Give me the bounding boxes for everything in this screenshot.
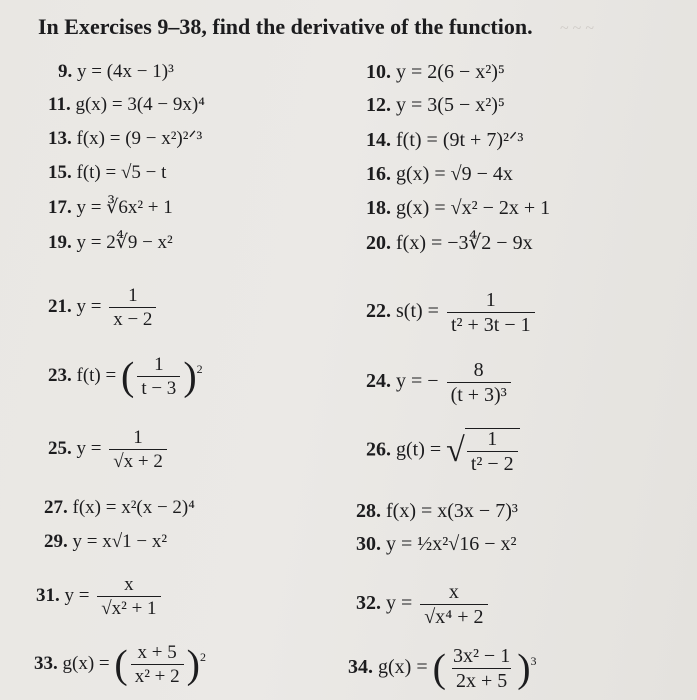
exercise-number: 29. (44, 531, 68, 552)
fraction (97, 575, 160, 618)
fraction (465, 428, 520, 474)
exercise-number: 14. (366, 129, 391, 151)
exercise-26 (366, 428, 523, 474)
exercise-expression: f(x) = (9 − x²)²ᐟ³ (76, 128, 203, 149)
denominator: x² + 2 (131, 664, 184, 686)
exercise-23 (48, 355, 203, 398)
numerator: x + 5 (137, 642, 177, 663)
fraction (447, 360, 511, 405)
exercise-number: 28. (356, 500, 381, 522)
exercise-13 (48, 129, 202, 148)
exercise-number: 24. (366, 370, 391, 393)
radical-sign: √ (446, 432, 465, 469)
exercise-expression: y = 2(6 − x²)⁵ (396, 61, 505, 83)
exercise-number: 21. (48, 295, 72, 317)
exercise-number: 34. (348, 656, 373, 679)
exercise-lhs: g(x) = (378, 656, 428, 679)
exercise-number: 16. (366, 163, 391, 185)
exercise-number: 19. (48, 232, 72, 253)
exercise-15 (48, 163, 166, 182)
exercise-18 (366, 198, 550, 218)
exercise-expression: f(t) = (9t + 7)²ᐟ³ (396, 129, 524, 151)
exercise-expression: g(x) = 3(4 − 9x)⁴ (75, 94, 205, 115)
right-paren: ) (517, 645, 531, 691)
exercise-27 (44, 498, 195, 517)
exercise-28 (356, 501, 518, 521)
left-paren: ( (114, 641, 128, 687)
exercise-16 (366, 164, 513, 184)
exercise-19 (48, 233, 173, 252)
exercise-lhs: s(t) = (396, 300, 439, 323)
denominator: t² + 3t − 1 (447, 312, 535, 335)
exercise-number: 11. (48, 94, 71, 115)
fraction (420, 582, 487, 627)
exercise-31 (36, 575, 164, 618)
exercise-number: 18. (366, 197, 391, 219)
exercise-24 (366, 360, 514, 405)
exercise-lhs: y = (64, 584, 90, 606)
exponent: 3 (530, 654, 537, 669)
exercise-expression: y = (4x − 1)³ (77, 61, 174, 82)
numerator: x (448, 581, 459, 603)
exercise-lhs: g(t) = (396, 438, 442, 461)
denominator: √x² + 1 (97, 596, 160, 618)
exercise-number: 30. (356, 533, 381, 555)
exercise-expression: f(x) = −3∜2 − 9x (396, 232, 533, 254)
left-paren: ( (432, 645, 446, 691)
exercise-33 (34, 643, 206, 686)
exercise-21 (48, 286, 159, 329)
fraction (109, 428, 167, 471)
exercise-expression: g(x) = √x² − 2x + 1 (396, 197, 551, 219)
exercise-lhs: y = (76, 295, 102, 317)
fraction (447, 290, 535, 335)
exercise-32 (356, 582, 491, 627)
exercise-number: 12. (366, 94, 391, 116)
denominator: t − 3 (137, 376, 180, 398)
exercise-lhs: y = − (396, 370, 439, 393)
numerator: 1 (133, 427, 143, 448)
exercise-number: 33. (34, 652, 58, 674)
exercise-number: 27. (44, 497, 68, 518)
exercise-lhs: g(x) = (62, 652, 110, 674)
exercise-number: 31. (36, 584, 60, 606)
exponent: 2 (196, 361, 203, 376)
exercise-number: 32. (356, 592, 381, 615)
exercise-number: 20. (366, 232, 391, 254)
numerator: 1 (487, 428, 498, 450)
denominator: x − 2 (109, 307, 156, 329)
exercise-22 (366, 290, 538, 335)
numerator: 1 (154, 354, 164, 375)
denominator: √x⁴ + 2 (420, 604, 487, 627)
exercise-lhs: f(t) = (76, 364, 117, 386)
exercise-expression: f(x) = x²(x − 2)⁴ (72, 497, 195, 518)
exercise-expression: y = 3(5 − x²)⁵ (396, 94, 505, 116)
right-paren: ) (183, 353, 197, 399)
exercise-number: 13. (48, 128, 72, 149)
exercise-number: 9. (58, 61, 73, 82)
page-heading: In Exercises 9–38, find the derivative of the function. (38, 14, 533, 39)
numerator: 1 (128, 285, 138, 306)
left-paren: ( (120, 353, 135, 399)
fraction (449, 646, 514, 691)
exercise-number: 17. (48, 197, 72, 218)
exercise-11 (48, 95, 205, 114)
denominator: 2x + 5 (452, 668, 511, 691)
fraction (137, 355, 180, 398)
exercise-expression: f(t) = √5 − t (76, 162, 167, 183)
exercise-9 (58, 62, 174, 81)
exercise-number: 25. (48, 437, 72, 459)
fraction (131, 643, 184, 686)
exercise-17 (48, 198, 173, 217)
exercise-12 (366, 95, 505, 115)
right-paren: ) (186, 641, 200, 687)
exercise-10 (366, 62, 505, 82)
exercise-expression: y = x√1 − x² (72, 531, 168, 552)
exercise-number: 10. (366, 61, 391, 83)
exercise-expression: y = ½x²√16 − x² (386, 533, 517, 555)
exercise-expression: f(x) = x(3x − 7)³ (386, 500, 518, 522)
exercise-14 (366, 130, 523, 150)
numerator: 1 (485, 289, 496, 311)
numerator: 8 (473, 359, 484, 381)
exercise-lhs: y = (76, 437, 102, 459)
exercise-25 (48, 428, 170, 471)
exponent: 2 (199, 649, 206, 664)
exercise-number: 15. (48, 162, 72, 183)
exercise-34 (348, 646, 537, 691)
exercise-expression: y = 2∜9 − x² (76, 232, 173, 253)
exercise-number: 26. (366, 438, 391, 461)
denominator: (t + 3)³ (447, 382, 511, 405)
exercise-expression: g(x) = √9 − 4x (396, 163, 513, 185)
numerator: 3x² − 1 (452, 645, 511, 667)
exercise-29 (44, 532, 167, 551)
exercise-20 (366, 233, 533, 253)
denominator: √x + 2 (109, 449, 167, 471)
exercise-number: 22. (366, 300, 391, 323)
exercise-lhs: y = (386, 592, 413, 615)
bleed-through-text: ~ ~ ~ (560, 20, 594, 37)
exercise-30 (356, 534, 517, 554)
exercise-expression: y = ∛6x² + 1 (76, 197, 173, 218)
exercise-number: 23. (48, 364, 72, 386)
numerator: x (124, 574, 134, 595)
denominator: t² − 2 (467, 451, 518, 474)
fraction (109, 286, 156, 329)
